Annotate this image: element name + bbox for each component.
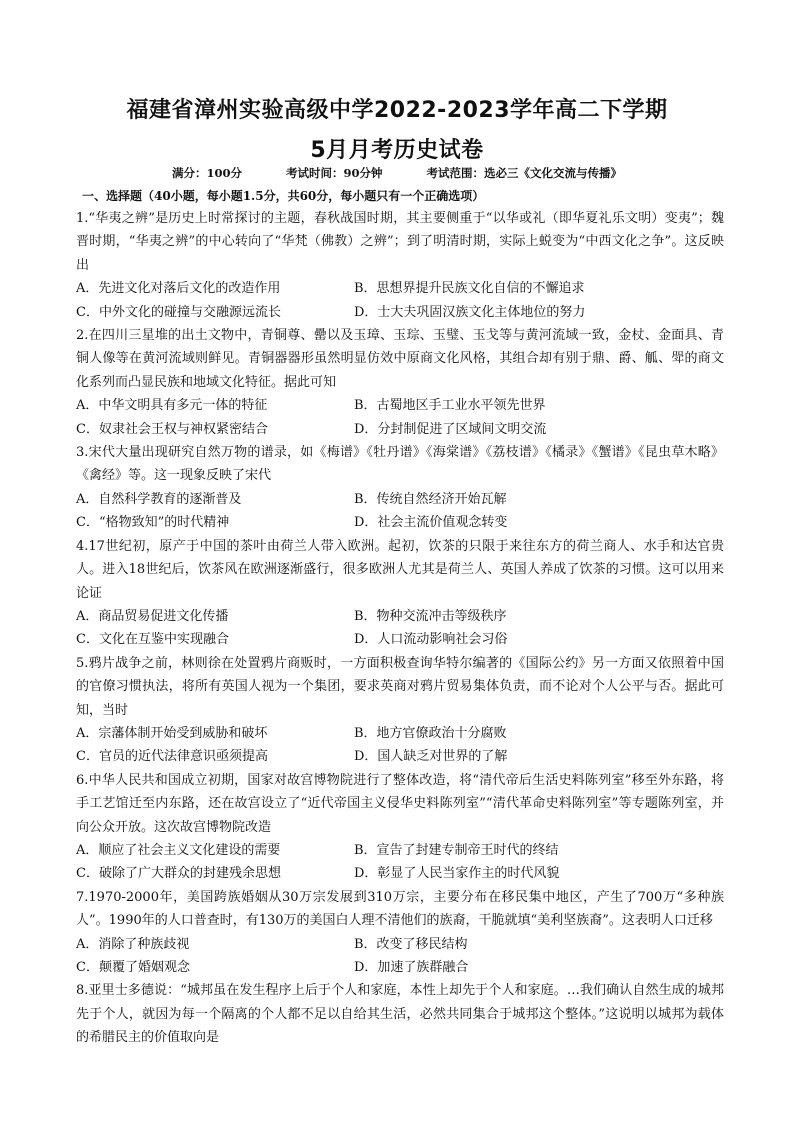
- question-stem: 2.在四川三星堆的出土文物中，青铜尊、罍以及玉璋、玉琮、玉璧、玉戈等与黄河流域一致，金杖、金面具、青铜人像等在黄河流域则鲜见。青铜器器形虽然明显仿效中原商文化风格，其组合却有别于鼎、爵、觚、斝的商文化系列而凸显民族和地域文化特征。据此可知: [76, 328, 724, 390]
- option-a: A．中华文明具有多元一体的特征: [76, 398, 268, 414]
- option-b: B．物种交流冲击等级秩序: [354, 608, 507, 624]
- option-c: C．颠覆了婚姻观念: [76, 960, 190, 975]
- option-a: A．自然科学教育的逐渐普及: [76, 491, 242, 507]
- option-c: C．官员的近代法律意识亟须提高: [76, 749, 268, 765]
- question-stem: 4.17世纪初，原产于中国的茶叶由荷兰人带入欧洲。起初，饮茶的只限于来往东方的荷兰商人、水手和达官贵人。进入18世纪后，饮茶风在欧洲逐渐盛行，很多欧洲人尤其是荷兰人、英国人养成了饮茶的习惯。这可以用来论证: [76, 538, 724, 601]
- option-a: A．消除了种族歧视: [76, 936, 190, 952]
- option-d: D．人口流动影响社会习俗: [354, 632, 508, 648]
- question-options: [76, 277, 724, 324]
- question-stem: 1.“华夷之辨”是历史上时常探讨的主题，春秋战国时期，其主要侧重于“以华或礼（即华夏礼乐文明）变夷”；魏晋时期，“华夷之辨”的中心转向了“华梵（佛教）之辨”；到了明清时期，实际上蜕变为“中西文化之争”。这反映出: [76, 211, 724, 273]
- option-c: C．“格物致知”的时代精神: [76, 515, 230, 531]
- question-options: [76, 722, 724, 769]
- option-c: C．破除了广大群众的封建残余思想: [76, 866, 281, 882]
- question-8: [76, 979, 724, 1049]
- question-stem: 8.亚里士多德说：“城邦虽在发生程序上后于个人和家庭，本性上却先于个人和家庭。…我们确认自然生成的城邦先于个人，就因为每一个隔离的个人都不足以自给其生活，必然共同集合于城邦这个整体。”这说明以城邦为载体的希腊民主的价值取向是: [76, 983, 724, 1046]
- question-options: [76, 933, 724, 980]
- question-6: [76, 769, 724, 886]
- option-a: A．顺应了社会主义文化建设的需要: [76, 842, 281, 858]
- question-stem: 7.1970-2000年，美国跨族婚姻从30万宗发展到310万宗，主要分布在移民集中地区，产生了700万“多种族人”。1990年的人口普查时，有130万的美国白人理不清他们的族裔，干脆就填“美利坚族裔”。这表明人口迁移: [76, 889, 724, 929]
- option-c: C．中外文化的碰撞与交融源远流长: [76, 304, 281, 320]
- option-d: D．国人缺乏对世界的了解: [354, 749, 508, 765]
- question-5: [76, 652, 724, 769]
- option-a: A．商品贸易促进文化传播: [76, 608, 229, 624]
- option-c: C．奴隶社会王权与神权紧密结合: [76, 421, 268, 437]
- question-1: [76, 207, 724, 324]
- option-b: B．思想界提升民族文化自信的不懈追求: [354, 281, 585, 297]
- option-d: D．社会主流价值观念转变: [354, 515, 508, 531]
- question-3: [76, 441, 724, 535]
- option-d: D．彰显了人民当家作主的时代风貌: [354, 866, 560, 882]
- exam-scope: 考试范围：选必三《文化交流与传播》: [426, 166, 623, 180]
- exam-title-line1: 福建省漳州实验高级中学2022-2023学年高二下学期: [126, 98, 668, 123]
- question-stem: 5.鸦片战争之前，林则徐在处置鸦片商贩时，一方面积极查询华特尔编著的《国际公约》另一方面又依照着中国的官僚习惯执法，将所有英国人视为一个集团，要求英商对鸦片贸易集体负责，而不论对个人公平与否。据此可知，当时: [76, 655, 724, 718]
- question-options: [76, 839, 724, 886]
- exam-meta: [0, 165, 794, 181]
- option-b: B．传统自然经济开始瓦解: [354, 491, 507, 507]
- question-stem: 6.中华人民共和国成立初期，国家对故宫博物院进行了整体改造，将“清代帝后生活史料陈列室”移至外东路，将手工艺馆迁至内东路，还在故宫设立了“近代帝国主义侵华史料陈列室”“清代革命史料陈列室”等专题陈列室，并向公众开放。这次故宫博物院改造: [76, 772, 724, 835]
- option-d: D．分封制促进了区域间文明交流: [354, 421, 547, 437]
- question-options: [76, 605, 724, 652]
- question-7: [76, 886, 724, 980]
- question-stem: 3.宋代大量出现研究自然万物的谱录，如《梅谱》《牡丹谱》《海棠谱》《荔枝谱》《橘录》《蟹谱》《昆虫草木略》《禽经》等。这一现象反映了宋代: [76, 445, 724, 484]
- option-b: B．宣告了封建专制帝王时代的终结: [354, 842, 559, 858]
- question-options: [76, 488, 724, 535]
- exam-title-line2: 5月月考历史试卷: [310, 138, 484, 163]
- exam-time: 考试时间：90分钟: [286, 166, 383, 180]
- option-a: A．宗藩体制开始受到威胁和破坏: [76, 725, 268, 741]
- full-score: 满分：100分: [171, 166, 242, 180]
- option-d: D．加速了族群融合: [354, 960, 469, 975]
- question-options: [76, 394, 724, 441]
- option-b: B．改变了移民结构: [354, 936, 468, 952]
- option-c: C．文化在互鉴中实现融合: [76, 632, 229, 648]
- option-b: B．古蜀地区手工业水平领先世界: [354, 398, 546, 414]
- option-a: A．先进文化对落后文化的改造作用: [76, 281, 281, 297]
- section-heading: 一、选择题（40小题，每小题1.5分，共60分，每小题只有一个正确选项）: [82, 189, 485, 203]
- question-4: [76, 535, 724, 652]
- question-2: [76, 324, 724, 441]
- option-d: D．士大夫巩固汉族文化主体地位的努力: [354, 304, 586, 320]
- option-b: B．地方官僚政治十分腐败: [354, 725, 507, 741]
- question-list: [76, 207, 724, 1050]
